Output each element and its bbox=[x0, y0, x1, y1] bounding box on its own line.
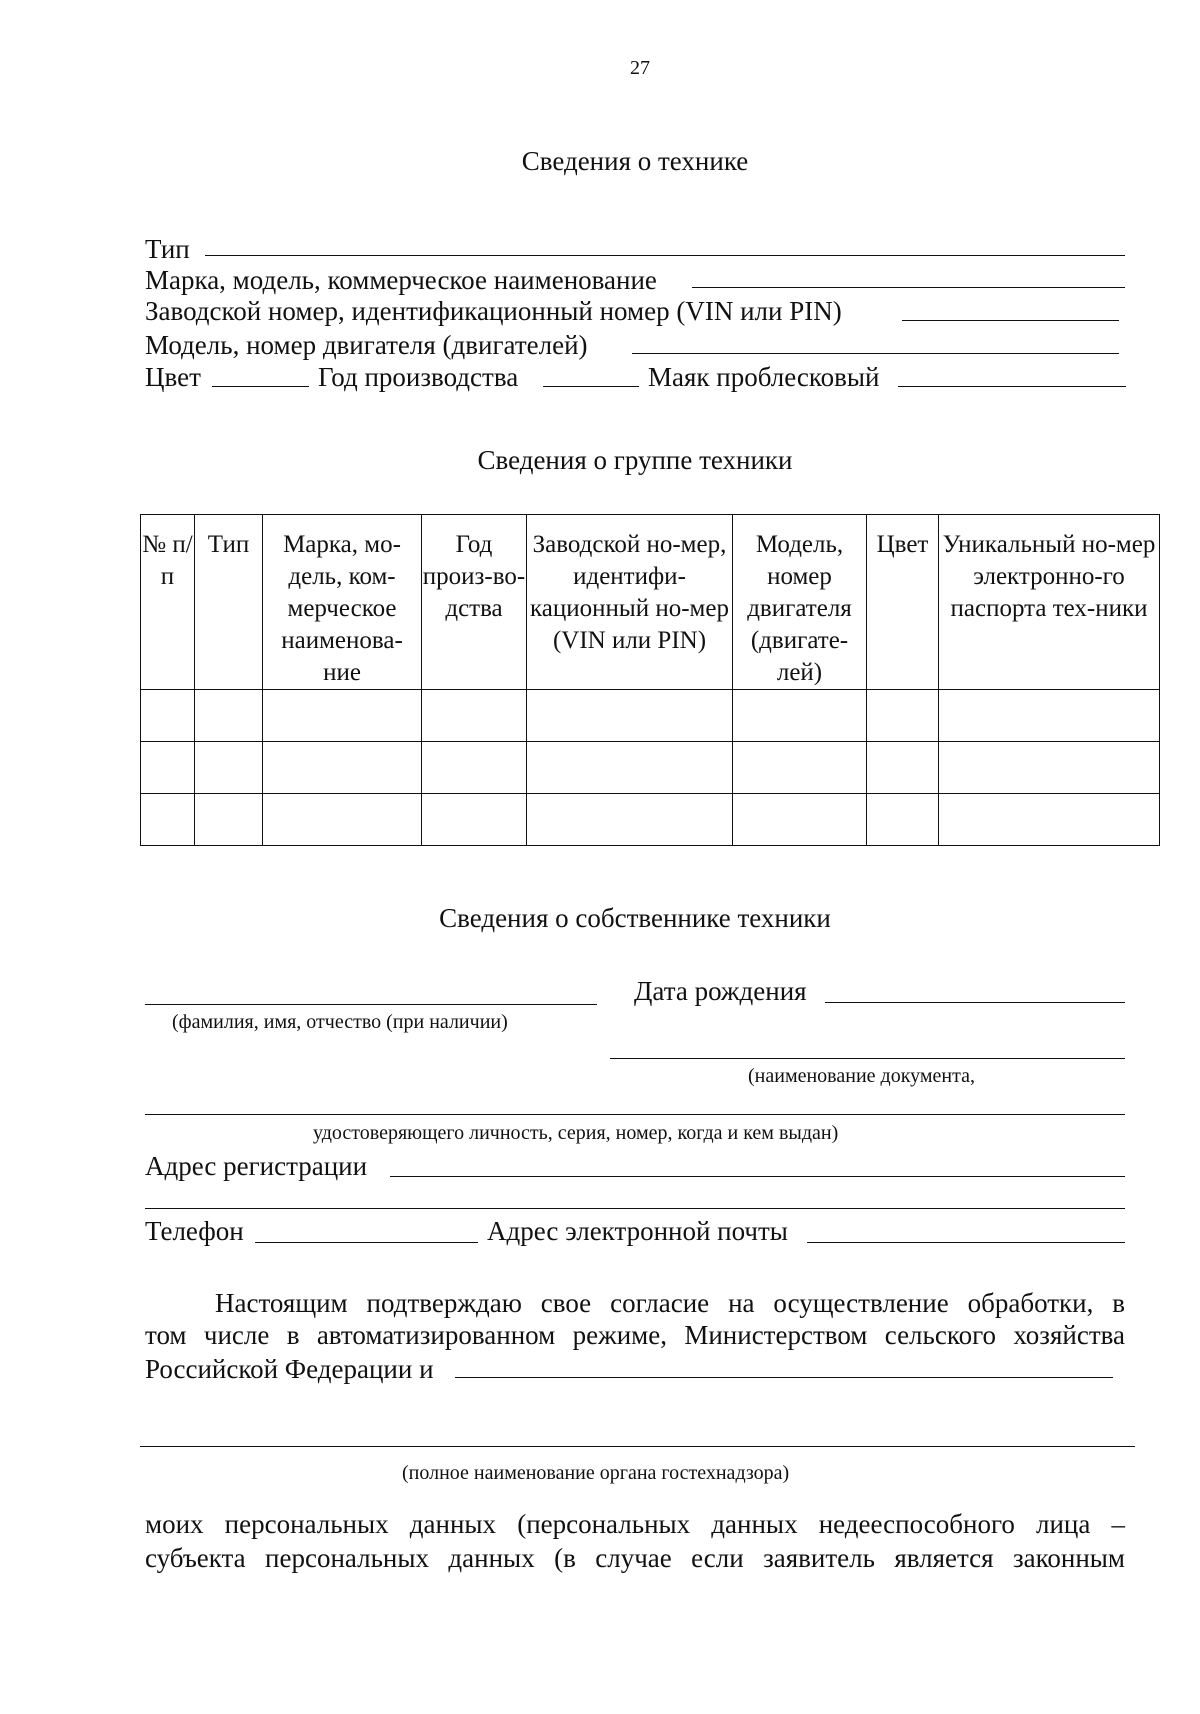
phone-field[interactable] bbox=[255, 1242, 478, 1243]
table-row bbox=[141, 794, 1160, 846]
equipment-group-table bbox=[140, 514, 1160, 846]
consent-line-4: моих персональных данных (персональных данных недееспособного лица – bbox=[145, 1509, 1125, 1539]
brand-field[interactable] bbox=[692, 287, 1125, 288]
color-field[interactable] bbox=[212, 386, 309, 387]
phone-label: Телефон bbox=[145, 1216, 244, 1246]
beacon-field[interactable] bbox=[898, 386, 1126, 387]
col-brand-header: Марка, мо-дель, ком-мерческое наименова-ние bbox=[263, 515, 422, 690]
page-number: 27 bbox=[630, 57, 650, 79]
col-engine-header: Модель, номер двигателя (двигате-лей) bbox=[733, 515, 867, 690]
owner-section-title: Сведения о собственнике техники bbox=[439, 903, 831, 933]
address-label: Адрес регистрации bbox=[145, 1151, 368, 1181]
col-serial-header: Заводской но-мер, идентифи-кационный но-мер (VIN или PIN) bbox=[527, 515, 733, 690]
group-section-title: Сведения о группе техники bbox=[477, 445, 793, 475]
table-row bbox=[141, 742, 1160, 794]
col-number-header: № п/п bbox=[141, 515, 195, 690]
col-color-header: Цвет bbox=[867, 515, 939, 690]
document-caption-1: (наименование документа, bbox=[748, 1065, 975, 1087]
type-label: Тип bbox=[145, 234, 190, 264]
address-field-1[interactable] bbox=[390, 1176, 1125, 1177]
consent-org-field-1[interactable] bbox=[455, 1377, 1113, 1378]
equipment-section-title: Сведения о технике bbox=[521, 146, 749, 176]
birth-date-label: Дата рождения bbox=[634, 976, 807, 1006]
brand-label: Марка, модель, коммерческое наименование bbox=[145, 265, 657, 295]
fio-caption: (фамилия, имя, отчество (при наличии) bbox=[172, 1011, 508, 1033]
year-label: Год производства bbox=[318, 362, 519, 392]
email-label: Адрес электронной почты bbox=[487, 1216, 788, 1246]
col-type-header: Тип bbox=[195, 515, 263, 690]
consent-line-3: Российской Федерации и bbox=[145, 1354, 434, 1384]
consent-line-2: том числе в автоматизированном режиме, Министерством сельского хозяйства bbox=[145, 1320, 1125, 1350]
document-field-1[interactable] bbox=[610, 1058, 1125, 1059]
type-field[interactable] bbox=[205, 255, 1125, 256]
serial-field[interactable] bbox=[902, 320, 1119, 321]
engine-label: Модель, номер двигателя (двигателей) bbox=[145, 330, 588, 360]
engine-field[interactable] bbox=[632, 353, 1119, 354]
birth-date-field[interactable] bbox=[825, 1002, 1125, 1003]
year-field[interactable] bbox=[543, 386, 639, 387]
serial-label: Заводской номер, идентификационный номер (VIN или PIN) bbox=[145, 296, 842, 326]
org-caption: (полное наименование органа гостехнадзора) bbox=[402, 1462, 790, 1484]
consent-line-5: субъекта персональных данных (в случае если заявитель является законным bbox=[145, 1543, 1125, 1573]
consent-line-1: Настоящим подтверждаю свое согласие на осуществление обработки, в bbox=[215, 1288, 1125, 1318]
document-caption-2: удостоверяющего личность, серия, номер, когда и кем выдан) bbox=[313, 1122, 839, 1144]
email-field[interactable] bbox=[807, 1242, 1125, 1243]
document-field-2[interactable] bbox=[145, 1114, 1125, 1115]
fio-field[interactable] bbox=[145, 1004, 597, 1005]
col-year-header: Год произ-во-дства bbox=[422, 515, 527, 690]
address-field-2[interactable] bbox=[145, 1208, 1125, 1209]
beacon-label: Маяк проблесковый bbox=[648, 362, 880, 392]
consent-org-field-2[interactable] bbox=[140, 1446, 1135, 1447]
color-label: Цвет bbox=[145, 362, 201, 392]
table-row bbox=[141, 690, 1160, 742]
col-passport-header: Уникальный но-мер электронно-го паспорта тех-ники bbox=[939, 515, 1160, 690]
table-header-row bbox=[141, 515, 1160, 690]
